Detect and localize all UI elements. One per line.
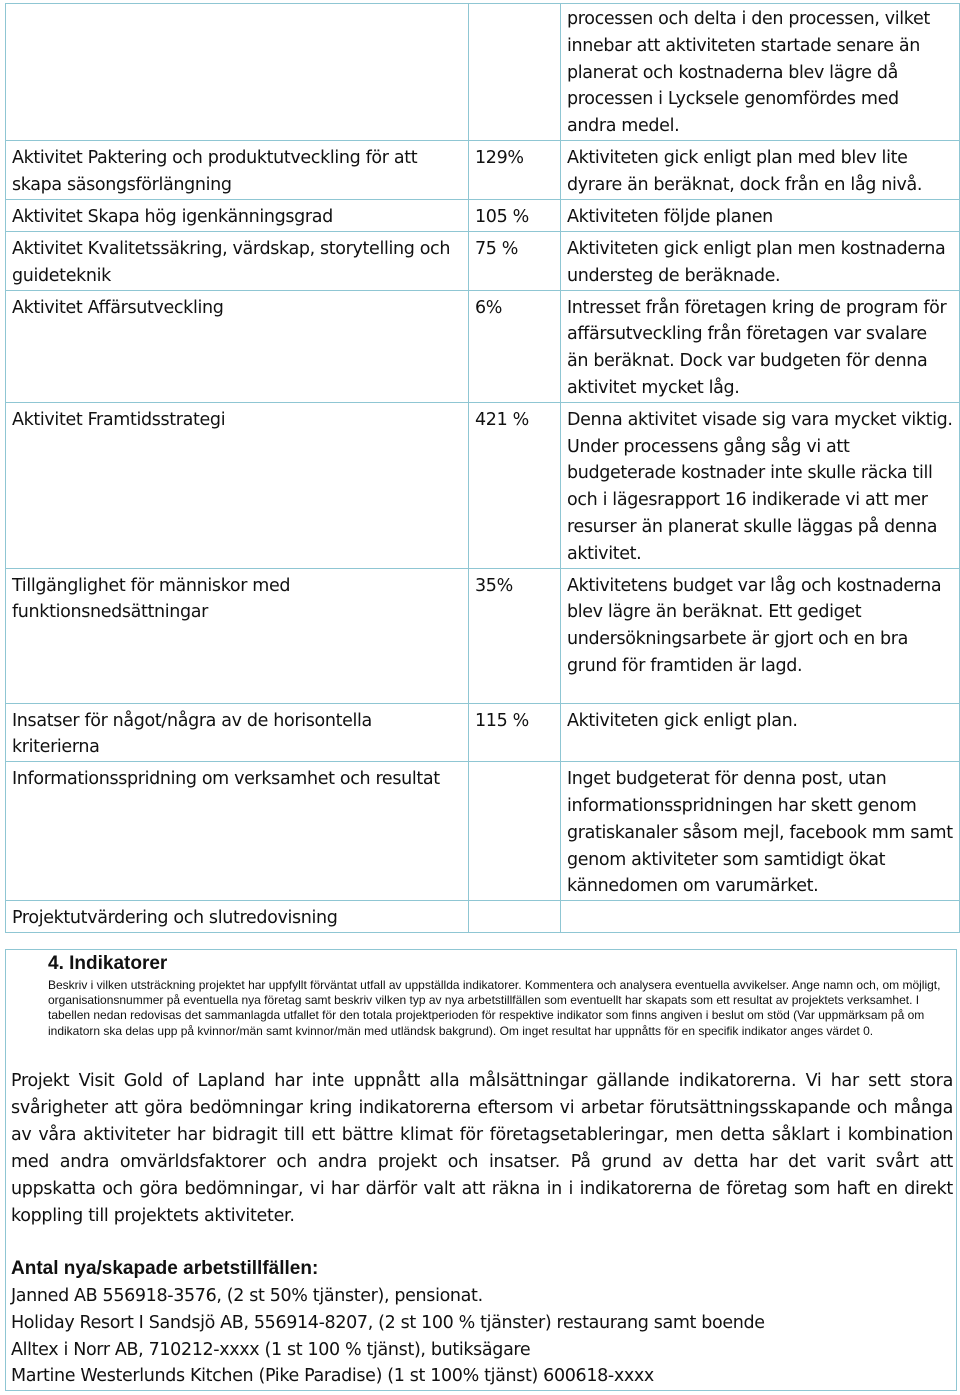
- activity-cell: Aktivitet Skapa hög igenkänningsgrad: [6, 199, 469, 231]
- jobs-list: [11, 1283, 953, 1390]
- comment-cell: Denna aktivitet visade sig vara mycket viktig. Under processens gång såg vi att budgeterade kostnader inte skulle räcka till och i lägesrapport 16 indikerade vi att mer resurser än planerat skulle läggas på denna aktivitet.: [561, 402, 960, 568]
- activity-cell: [6, 4, 469, 141]
- table-row: [6, 762, 960, 901]
- percent-cell: [469, 762, 561, 901]
- activity-table: [5, 3, 960, 933]
- percent-cell: 421 %: [469, 402, 561, 568]
- percent-cell: 35%: [469, 568, 561, 703]
- activity-cell: Tillgänglighet för människor med funktionsnedsättningar: [6, 568, 469, 703]
- list-item: Alltex i Norr AB, 710212-xxxx (1 st 100 % tjänst), butiksägare: [11, 1339, 531, 1360]
- comment-cell: Aktiviteten gick enligt plan med blev lite dyrare än beräknat, dock från en låg nivå.: [561, 140, 960, 199]
- table-row: [6, 568, 960, 703]
- table-row: [6, 199, 960, 231]
- percent-cell: 6%: [469, 290, 561, 402]
- comment-cell: Inget budgeterat för denna post, utan informationsspridningen har skett genom gratiskanaler såsom mejl, facebook mm samt genom aktiviteter som samtidigt ökat kännedomen om varumärket.: [561, 762, 960, 901]
- percent-cell: 75 %: [469, 231, 561, 290]
- list-item: Janned AB 556918-3576, (2 st 50% tjänster), pensionat.: [11, 1286, 483, 1306]
- comment-cell: Aktivitetens budget var låg och kostnaderna blev lägre än beräknat. Ett gediget undersökningsarbete är gjort och en bra grund för framtiden är lagd.: [561, 568, 960, 703]
- comment-cell: Aktiviteten följde planen: [561, 199, 960, 231]
- table-row: [6, 703, 960, 762]
- comment-cell: Intresset från företagen kring de program för affärsutveckling från företagen var svalare än beräknat. Dock var budgeten för denna aktivitet mycket låg.: [561, 290, 960, 402]
- list-item: Martine Westerlunds Kitchen (Pike Paradise) (1 st 100% tjänst) 600618-xxxx: [11, 1366, 654, 1387]
- table-row: [6, 4, 960, 141]
- activity-cell: Aktivitet Affärsutveckling: [6, 290, 469, 402]
- activity-cell: Aktivitet Kvalitetssäkring, värdskap, storytelling och guideteknik: [6, 231, 469, 290]
- activity-cell: Insatser för något/några av de horisontella kriterierna: [6, 703, 469, 762]
- percent-cell: [469, 4, 561, 141]
- percent-cell: 105 %: [469, 199, 561, 231]
- comment-cell: processen och delta i den processen, vilket innebar att aktiviteten startade senare än planerat och kostnaderna blev lägre då processen i Lycksele genomfördes med andra medel.: [561, 4, 960, 141]
- percent-cell: [469, 901, 561, 933]
- percent-cell: 115 %: [469, 703, 561, 762]
- jobs-heading: Antal nya/skapade arbetstillfällen:: [11, 1258, 319, 1279]
- table-row: [6, 402, 960, 568]
- comment-cell: [561, 901, 960, 933]
- activity-cell: Informationsspridning om verksamhet och resultat: [6, 762, 469, 901]
- section-heading: 4. Indikatorer: [48, 953, 168, 974]
- activity-cell: Aktivitet Framtidsstrategi: [6, 402, 469, 568]
- section-instructions: Beskriv i vilken utsträckning projektet har uppfyllt förväntat utfall av uppställda indikatorer. Kommentera och analysera eventuella avvikelser. Ange namn och, om möjligt, organisationsnummer på eventuella nya företag samt beskriv vilken typ av nya arbetstillfällen som eventuellt har skapats som ett resultat av projektets verksamhet. I tabellen nedan redovisas det sammanlagda utfallet för den totala projektperioden för respektive indikator som finns angiven i beslut om stöd (Var uppmärksam på om indikatorn ska delas upp på kvinnor/män samt kvinnor/män med utländsk bakgrund). Om inget resultat har uppnåtts för en specifik indikator anges värdet 0.: [48, 978, 941, 1038]
- table-row: [6, 140, 960, 199]
- comment-cell: Aktiviteten gick enligt plan men kostnaderna understeg de beräknade.: [561, 231, 960, 290]
- percent-cell: 129%: [469, 140, 561, 199]
- indicators-summary: Projekt Visit Gold of Lapland har inte uppnått alla målsättningar gällande indikatorerna. Vi har sett stora svårigheter att göra bedömningar kring indikatorerna eftersom vi arbetar förutsättningsskapande och många av våra aktiviteter har bidragit till ett bättre klimat för företagsetableringar, men detta såklart i kombination med andra omvärldsfaktorer och andra projekt och insatser. På grund av detta har det varit svårt att uppskatta och göra bedömningar, vi har därför valt att räkna in i indikatorerna de företag som haft en direkt koppling till projektets aktiviteter.: [11, 1071, 953, 1226]
- table-row: [6, 290, 960, 402]
- activity-cell: Projektutvärdering och slutredovisning: [6, 901, 469, 933]
- activity-cell: Aktivitet Paktering och produktutveckling för att skapa säsongsförlängning: [6, 140, 469, 199]
- list-item: Holiday Resort I Sandsjö AB, 556914-8207, (2 st 100 % tjänster) restaurang samt boende: [11, 1312, 765, 1333]
- comment-cell: Aktiviteten gick enligt plan.: [561, 703, 960, 762]
- table-row: [6, 231, 960, 290]
- table-row: [6, 901, 960, 933]
